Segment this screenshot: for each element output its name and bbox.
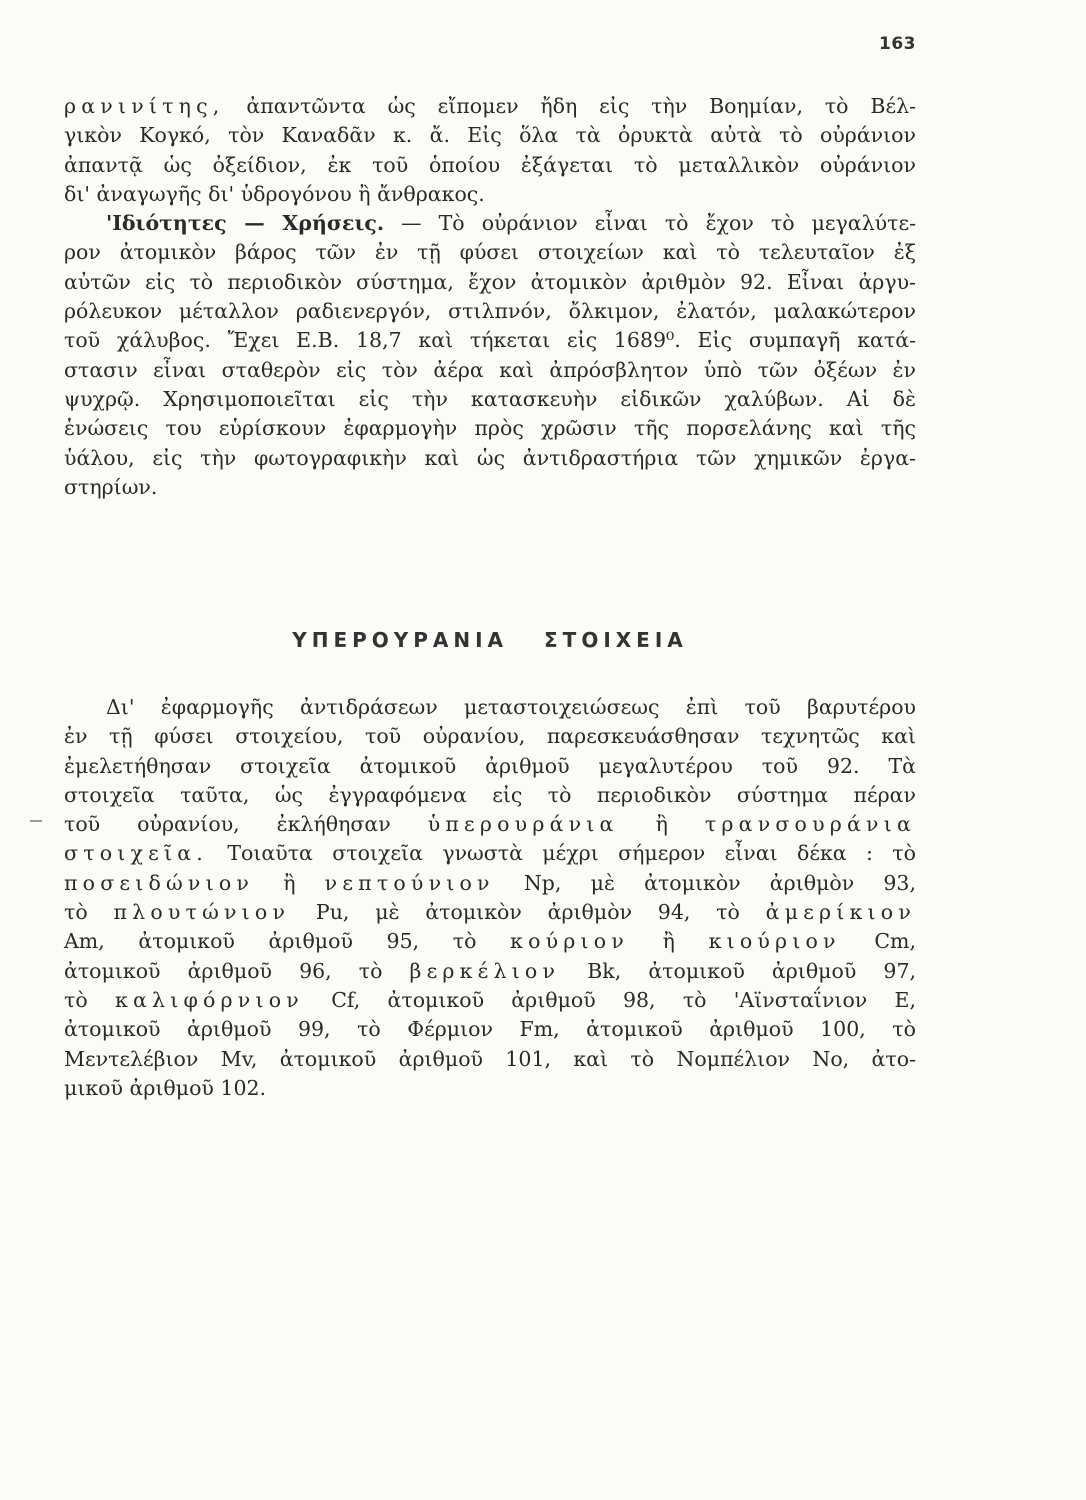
uranium-properties-paragraph (64, 92, 916, 502)
text-line (64, 927, 916, 956)
subheading: 'Ιδιότητες — Χρήσεις. (106, 211, 384, 236)
text-run: Τοιαῦτα στοιχεῖα γνωστὰ μέχρι σήμερον εἶναι δέκα : τὸ (207, 841, 916, 866)
text-line: μικοῦ ἀριθμοῦ 102. (64, 1075, 267, 1100)
text-line: ἐν τῇ φύσει στοιχείου, τοῦ οὐρανίου, παρεσκευάσθησαν τεχνητῶς καὶ (64, 724, 916, 749)
text-line (64, 810, 916, 839)
text-run: ἢ (618, 812, 705, 837)
spaced-word: στοιχεῖα. (64, 841, 208, 866)
text-line: τοῦ χάλυβος. Ἔχει Ε.Β. 18,7 καὶ τήκεται εἰς 1689⁰. Εἰς συμπαγῆ κατά- (64, 328, 916, 353)
text-run: τὸ (64, 987, 115, 1012)
text-line: αὐτῶν εἰς τὸ περιοδικὸν σύστημα, ἔχον ἀτομικὸν ἀριθμὸν 92. Εἶναι ἀργυ- (64, 269, 916, 294)
margin-mark (30, 820, 42, 822)
text-line: στηρίων. (64, 474, 158, 499)
text-run: ἢ (629, 929, 709, 954)
text-run: Cf, ἀτομικοῦ ἀριθμοῦ 98, τὸ 'Αϊνσταΐνιον Ε, (303, 987, 917, 1012)
text-run: τὸ (64, 900, 114, 925)
heading-word: ΥΠΕΡΟΥΡΑΝΙΑ (292, 628, 509, 652)
spaced-word: πλουτώνιον (113, 900, 291, 925)
spaced-word: ποσειδώνιον (64, 870, 255, 895)
text-run: Cm, (840, 929, 916, 954)
text-line (64, 869, 916, 898)
spaced-word: καλιφόρνιον (114, 987, 304, 1012)
text-line: στασιν εἶναι σταθερὸν εἰς τὸν ἀέρα καὶ ἀπρόσβλητον ὑπὸ τῶν ὀξέων ἐν (64, 357, 916, 382)
text-run: Bk, ἀτομικοῦ ἀριθμοῦ 97, (560, 958, 916, 983)
text-run: τοῦ οὐρανίου, ἐκλήθησαν (64, 812, 428, 837)
spaced-word: ὑπερουράνια (427, 812, 619, 837)
text-line: δι' ἀναγωγῆς δι' ὑδρογόνου ἢ ἄνθρακος. (64, 181, 485, 206)
spaced-word: τρανσουράνια (704, 812, 916, 837)
text-run: Pu, μὲ ἀτομικὸν ἀριθμὸν 94, τὸ (290, 900, 766, 925)
text-line: ἀπαντᾷ ὡς ὀξείδιον, ἐκ τοῦ ὁποίου ἐξάγεται τὸ μεταλλικὸν οὐράνιον (64, 152, 916, 177)
text-line: ἐμελετήθησαν στοιχεῖα ἀτομικοῦ ἀριθμοῦ μεγαλυτέρου τοῦ 92. Τὰ (64, 753, 916, 778)
text-line (64, 839, 916, 868)
text-line: ρόλευκον μέταλλον ραδιενεργόν, στιλπνόν, ὄλκιμον, ἐλατόν, μαλακώτερον (64, 299, 916, 324)
text-run: ἀτομικοῦ ἀριθμοῦ 96, τὸ (64, 958, 410, 983)
spaced-word: ρανινίτης, (64, 94, 225, 118)
text-line: ρον ἀτομικὸν βάρος τῶν ἐν τῇ φύσει στοιχείων καὶ τὸ τελευταῖον ἐξ (64, 240, 916, 265)
spaced-word: ἀμερίκιον (765, 900, 916, 925)
text-line: ὑάλου, εἰς τὴν φωτογραφικὴν καὶ ὡς ἀντιδραστήρια τῶν χημικῶν ἐργα- (64, 445, 916, 470)
text-line (64, 957, 916, 986)
text-line (64, 92, 916, 121)
spaced-word: κιούριον (708, 929, 841, 954)
text-line (64, 209, 916, 238)
spaced-word: κούριον (510, 929, 630, 954)
spaced-word: βερκέλιον (409, 958, 561, 983)
page-number: 163 (879, 34, 916, 54)
spaced-word: νεπτούνιον (324, 870, 495, 895)
text-line: γικὸν Κογκό, τὸν Καναδᾶν κ. ἄ. Εἰς ὅλα τὰ ὀρυκτὰ αὐτὰ τὸ οὐράνιον (64, 123, 916, 148)
text-line (64, 986, 916, 1015)
text-run: ἢ (254, 870, 325, 895)
text-line: ψυχρῷ. Χρησιμοποιεῖται εἰς τὴν κατασκευὴν εἰδικῶν χαλύβων. Αἱ δὲ (64, 386, 916, 411)
text-line: ἀτομικοῦ ἀριθμοῦ 99, τὸ Φέρμιον Fm, ἀτομικοῦ ἀριθμοῦ 100, τὸ (64, 1017, 916, 1042)
text-line: στοιχεῖα ταῦτα, ὡς ἐγγραφόμενα εἰς τὸ περιοδικὸν σύστημα πέραν (64, 782, 916, 807)
text-run: — Τὸ οὐράνιον εἶναι τὸ ἔχον τὸ μεγαλύτε- (384, 211, 916, 236)
text-run: Np, μὲ ἀτομικὸν ἀριθμὸν 93, (494, 870, 916, 895)
text-run: Am, ἀτομικοῦ ἀριθμοῦ 95, τὸ (64, 929, 511, 954)
text-line (64, 898, 916, 927)
transuranium-paragraph (64, 693, 916, 1103)
section-heading (0, 628, 980, 652)
text-line: ἑνώσεις του εὑρίσκουν ἐφαρμογὴν πρὸς χρῶσιν τῆς πορσελάνης καὶ τῆς (64, 416, 916, 441)
text-line: Δι' ἐφαρμογῆς ἀντιδράσεων μεταστοιχειώσεως ἐπὶ τοῦ βαρυτέρου (106, 695, 916, 719)
heading-word: ΣΤΟΙΧΕΙΑ (544, 628, 688, 652)
text-run: ἀπαντῶντα ὡς εἴπομεν ἤδη εἰς τὴν Βοημίαν, τὸ Βέλ- (224, 94, 916, 118)
text-line: Μεντελέβιον Mv, ἀτομικοῦ ἀριθμοῦ 101, καὶ τὸ Νομπέλιον No, ἀτο- (64, 1046, 916, 1071)
